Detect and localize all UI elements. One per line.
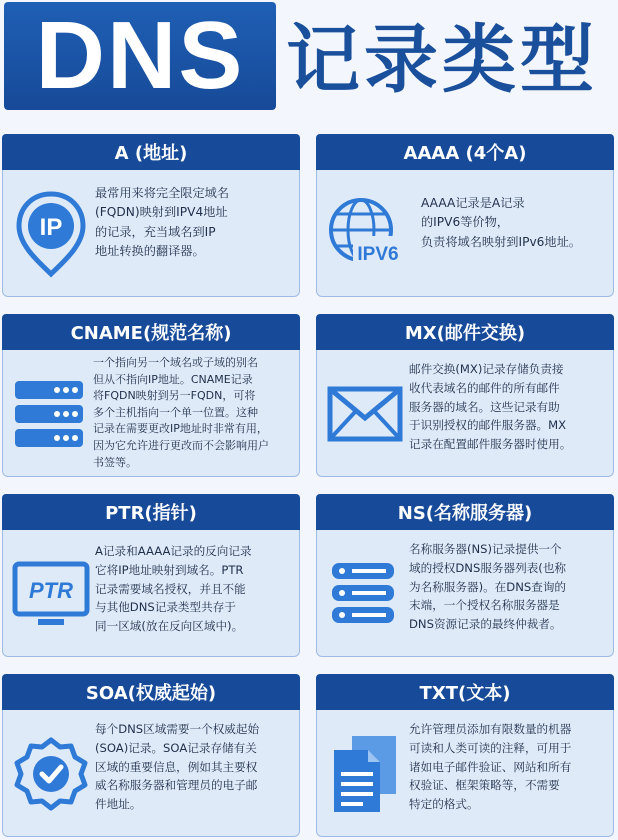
card-title: NS(名称服务器) <box>316 494 614 530</box>
card-title: TXT(文本) <box>316 674 614 710</box>
card-title: SOA(权威起始) <box>2 674 300 710</box>
ipv6-icon-label: IPV6 <box>357 244 399 265</box>
card-title: PTR(指针) <box>2 494 300 530</box>
card-description: 最常用来将完全限定域名 (FQDN)映射到IPV4地址 的记录，充当域名到IP 地址转换的翻译器。 <box>95 186 230 259</box>
header <box>0 0 618 118</box>
ipv6-globe-icon <box>323 188 407 280</box>
card-description: 邮件交换(MX)记录存储负责接 收代表域名的邮件的所有邮件 服务器的域名。这些记录有助 于识别授权的邮件服务器。MX 记录在配置邮件服务器时使用。 <box>409 362 572 452</box>
card-ptr-record <box>2 494 300 660</box>
card-body <box>2 530 300 657</box>
card-txt-record <box>316 674 614 840</box>
server-stack-icon <box>7 368 91 460</box>
card-description: 一个指向另一个域名或子域的别名 但从不指向IP地址。CNAME记录 将FQDN映射到另一FQDN，可将 多个主机指向一个单一位置。这种 记录在需要更改IP地址时非常有用， 因为它允许进行更改而不会影响用户 书签等。 <box>93 356 269 469</box>
mail-envelope-icon <box>323 368 407 460</box>
name-server-icon <box>321 548 405 640</box>
card-ns-record <box>316 494 614 660</box>
card-title: CNAME(规范名称) <box>2 314 300 350</box>
text-documents-icon <box>323 728 407 820</box>
card-body <box>316 170 614 297</box>
page-title: 记录类型 <box>286 17 598 103</box>
ptr-icon-label: PTR <box>29 578 73 603</box>
card-body <box>316 530 614 657</box>
card-body <box>316 350 614 477</box>
card-body <box>316 710 614 837</box>
ip-pin-icon <box>9 188 93 280</box>
card-body <box>2 170 300 297</box>
card-description: 每个DNS区域需要一个权威起始 (SOA)记录。SOA记录存储有关 区域的重要信息，例如其主要权 威名称服务器和管理员的电子邮 件地址。 <box>95 722 260 812</box>
ip-icon-label: IP <box>39 214 63 241</box>
card-title: A (地址) <box>2 134 300 170</box>
card-description: 允许管理员添加有限数量的机器 可读和人类可读的注释，可用于 诸如电子邮件验证、网站和所有 权验证、框架策略等，不需要 特定的格式。 <box>409 722 572 812</box>
card-description: AAAA记录是A记录 的IPV6等价物， 负责将域名映射到IPv6地址。 <box>421 196 581 249</box>
card-body <box>2 350 300 477</box>
card-body <box>2 710 300 837</box>
card-title: AAAA (4个A) <box>316 134 614 170</box>
card-cname-record <box>2 314 300 480</box>
card-title: MX(邮件交换) <box>316 314 614 350</box>
ptr-monitor-icon <box>9 548 93 640</box>
verified-badge-icon <box>9 728 93 820</box>
card-mx-record <box>316 314 614 480</box>
card-aaaa-record <box>316 134 614 300</box>
card-a-record <box>2 134 300 300</box>
card-description: 名称服务器(NS)记录提供一个 域的授权DNS服务器列表(也称 为名称服务器)。在DNS查询的 末端，一个授权名称服务器是 DNS资源记录的最终仲裁者。 <box>409 542 567 632</box>
card-soa-record <box>2 674 300 840</box>
dns-title-box: DNS <box>4 2 276 110</box>
card-description: A记录和AAAA记录的反向记录 它将IP地址映射到域名。PTR 记录需要域名授权，并且不能 与其他DNS记录类型共存于 同一区域(放在反向区域中)。 <box>95 544 252 634</box>
